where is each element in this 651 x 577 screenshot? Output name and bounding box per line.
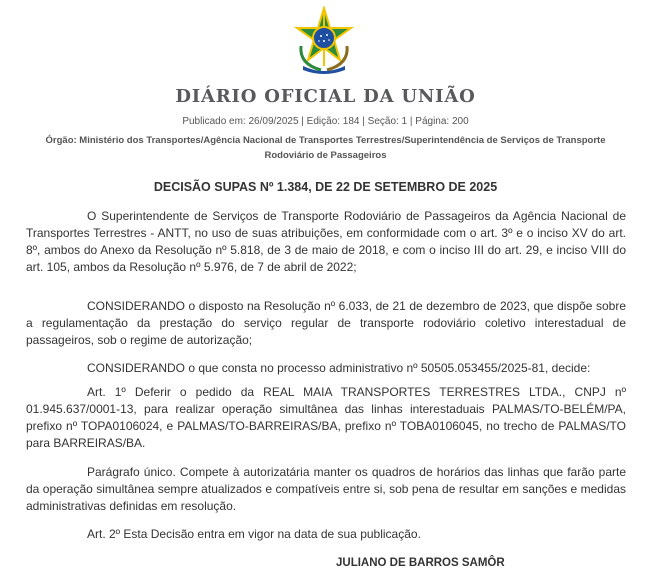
paragraph-text: Art. 2º Esta Decisão entra em vigor na data de sua publicação.	[87, 527, 421, 541]
paragraph-considerando-2	[26, 360, 626, 377]
paragraph-text: Art. 1º Deferir o pedido da REAL MAIA TRANSPORTES TERRESTRES LTDA., CNPJ nº 01.945.637/0001-13, para realizar operação simultânea das linhas interestaduais PALMAS/TO-BELÉM/PA, prefixo nº TOPA0106024, e PALMAS/TO-BARREIRAS/BA, prefixo nº TOBA0106045, no trecho de PALMAS/TO para BARREIRAS/BA.	[26, 385, 626, 450]
paragraph-paragrafo-unico	[26, 464, 626, 515]
paragraph-considerando-1	[26, 298, 626, 349]
paragraph-art-2	[26, 526, 626, 543]
paragraph-preamble	[26, 208, 626, 276]
paragraph-text: CONSIDERANDO o que consta no processo administrativo nº 50505.053455/2025-81, decide:	[87, 361, 591, 375]
organ-line: Órgão: Ministério dos Transportes/Agência Nacional de Transportes Terrestres/Superintendência de Serviços de Transporte Rodoviário de Passageiros	[45, 135, 606, 161]
paragraph-text: CONSIDERANDO o disposto na Resolução nº 6.033, de 21 de dezembro de 2023, que dispõe sobre a regulamentação da prestação do serviço regular de transporte rodoviário coletivo interestadual de passageiros, sob o regime de autorização;	[26, 299, 626, 347]
gazette-title: DIÁRIO OFICIAL DA UNIÃO	[175, 86, 476, 107]
signature: JULIANO DE BARROS SAMÔR	[336, 557, 505, 569]
paragraph-text: O Superintendente de Serviços de Transporte Rodoviário de Passageiros da Agência Nacional de Transportes Terrestres - ANTT, no uso de suas atribuições, em conformidade com o art. 3º e o inciso XV do art. 8º, ambos do Anexo da Resolução nº 5.818, de 3 de maio de 2018, e com o inciso III do art. 29, e inciso VIII do art. 105, ambos da Resolução nº 5.976, de 7 de abril de 2022;	[26, 209, 626, 274]
paragraph-art-1	[26, 384, 626, 452]
brazil-coat-of-arms-icon	[291, 6, 357, 76]
publication-info: Publicado em: 26/09/2025 | Edição: 184 | Seção: 1 | Página: 200	[182, 116, 469, 127]
decision-heading: DECISÃO SUPAS Nº 1.384, DE 22 DE SETEMBRO DE 2025	[153, 180, 498, 194]
paragraph-text: Parágrafo único. Compete à autorizatária manter os quadros de horários das linhas que farão parte da operação simultânea sempre atualizados e compatíveis entre si, sob pena de resultar em sanções e medidas administrativas definidas em resolução.	[26, 465, 626, 513]
